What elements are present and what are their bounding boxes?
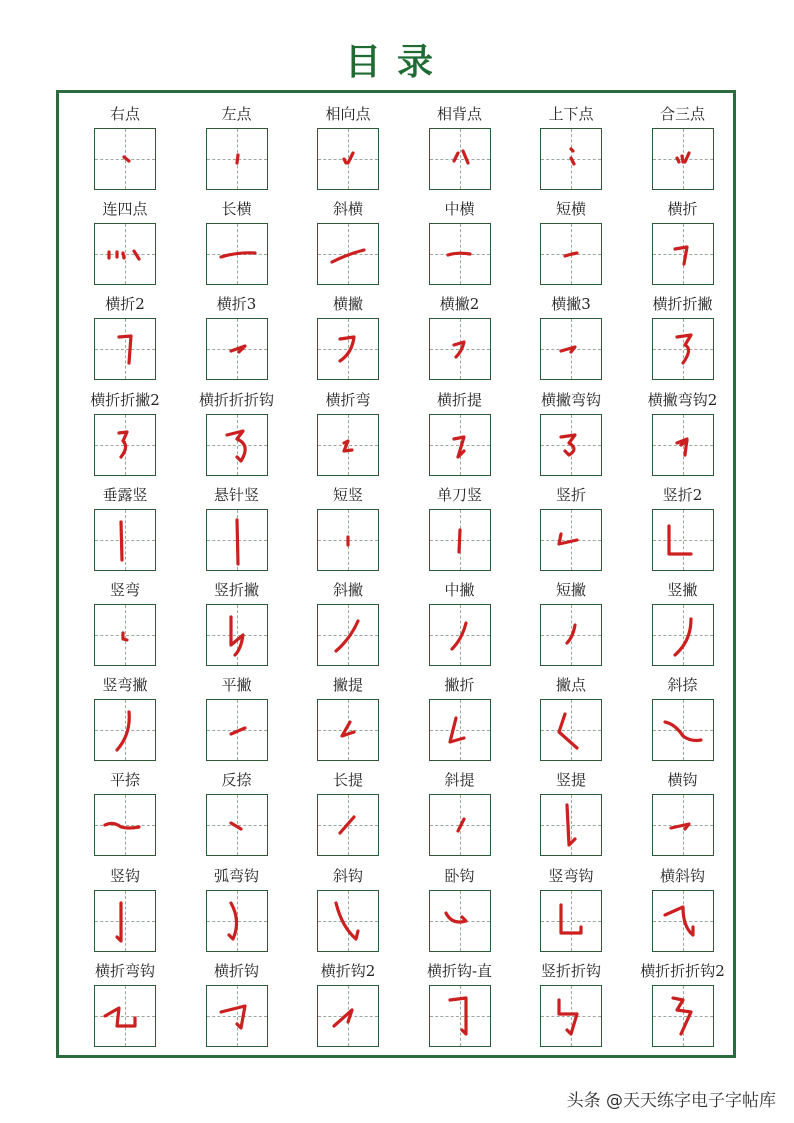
stroke-label: 横折折撇 — [652, 295, 713, 314]
stroke-cell — [181, 672, 293, 767]
brush-stroke-icon — [95, 605, 155, 665]
tian-grid-box — [429, 699, 491, 761]
brush-stroke-icon — [95, 510, 155, 570]
stroke-cell — [292, 863, 404, 958]
stroke-cell — [292, 482, 404, 577]
stroke-cell — [627, 196, 739, 291]
stroke-cell — [404, 482, 516, 577]
stroke-label: 短竖 — [332, 485, 363, 504]
stroke-cell — [69, 387, 181, 482]
tian-grid-box — [540, 890, 602, 952]
tian-grid-box — [652, 318, 714, 380]
stroke-label: 短撇 — [555, 581, 586, 599]
stroke-label: 连四点 — [102, 200, 148, 219]
tian-grid-box — [540, 794, 602, 856]
stroke-cell — [627, 958, 739, 1053]
tian-grid-box — [317, 985, 379, 1047]
tian-grid-box — [429, 414, 491, 476]
stroke-label: 右点 — [109, 105, 140, 123]
stroke-label: 横钩 — [667, 771, 698, 790]
stroke-cell — [627, 863, 739, 958]
stroke-cell — [181, 387, 293, 482]
stroke-cell — [292, 672, 404, 767]
tian-grid-box — [206, 509, 268, 571]
stroke-cell — [69, 291, 181, 386]
stroke-label: 竖折折钩 — [540, 961, 601, 980]
stroke-label: 竖提 — [555, 771, 586, 790]
stroke-cell — [627, 291, 739, 386]
stroke-label: 斜横 — [332, 200, 363, 219]
tian-grid-box — [94, 509, 156, 571]
tian-grid-box — [429, 128, 491, 190]
stroke-cell — [404, 291, 516, 386]
brush-stroke-icon — [318, 795, 378, 855]
brush-stroke-icon — [95, 415, 155, 475]
stroke-label: 竖钩 — [109, 866, 140, 885]
tian-grid-box — [94, 985, 156, 1047]
stroke-cell — [181, 577, 293, 672]
stroke-label: 弧弯钩 — [213, 866, 259, 885]
stroke-cell — [515, 101, 627, 196]
brush-stroke-icon — [541, 891, 601, 951]
brush-stroke-icon — [430, 510, 490, 570]
stroke-cell — [627, 387, 739, 482]
tian-grid-box — [429, 890, 491, 952]
brush-stroke-icon — [207, 891, 267, 951]
tian-grid-box — [94, 794, 156, 856]
tian-grid-box — [429, 604, 491, 666]
tian-grid-box — [652, 128, 714, 190]
stroke-cell — [69, 863, 181, 958]
stroke-label: 横折提 — [436, 390, 482, 409]
stroke-label: 悬针竖 — [213, 485, 259, 504]
brush-stroke-icon — [541, 319, 601, 379]
tian-grid-box — [206, 414, 268, 476]
tian-grid-box — [540, 414, 602, 476]
brush-stroke-icon — [95, 700, 155, 760]
brush-stroke-icon — [541, 605, 601, 665]
tian-grid-box — [317, 699, 379, 761]
brush-stroke-icon — [430, 605, 490, 665]
brush-stroke-icon — [207, 319, 267, 379]
tian-grid-box — [429, 509, 491, 571]
brush-stroke-icon — [653, 986, 713, 1046]
stroke-cell — [515, 387, 627, 482]
stroke-label: 相向点 — [325, 105, 371, 123]
stroke-cell — [404, 101, 516, 196]
tian-grid-box — [652, 414, 714, 476]
stroke-cell — [292, 767, 404, 862]
stroke-grid — [59, 93, 733, 1055]
tian-grid-box — [206, 128, 268, 190]
brush-stroke-icon — [318, 605, 378, 665]
stroke-cell — [627, 482, 739, 577]
stroke-cell — [404, 196, 516, 291]
tian-grid-box — [540, 985, 602, 1047]
tian-grid-box — [429, 794, 491, 856]
stroke-cell — [69, 577, 181, 672]
tian-grid-box — [206, 318, 268, 380]
brush-stroke-icon — [430, 891, 490, 951]
tian-grid-box — [429, 318, 491, 380]
brush-stroke-icon — [95, 319, 155, 379]
brush-stroke-icon — [541, 415, 601, 475]
stroke-label: 反捺 — [221, 771, 252, 790]
stroke-cell — [292, 291, 404, 386]
stroke-label: 长横 — [221, 200, 252, 219]
brush-stroke-icon — [207, 415, 267, 475]
tian-grid-box — [540, 509, 602, 571]
stroke-label: 竖折撇 — [213, 581, 259, 599]
stroke-label: 垂露竖 — [102, 485, 148, 504]
stroke-cell — [292, 387, 404, 482]
stroke-label: 竖撇 — [667, 581, 698, 599]
watermark-credit: 头条 @天天练字电子字帖库 — [566, 1091, 776, 1111]
brush-stroke-icon — [541, 129, 601, 189]
brush-stroke-icon — [541, 795, 601, 855]
tian-grid-box — [94, 890, 156, 952]
stroke-label: 长提 — [332, 771, 363, 790]
stroke-cell — [181, 291, 293, 386]
stroke-cell — [181, 101, 293, 196]
tian-grid-box — [540, 604, 602, 666]
brush-stroke-icon — [541, 510, 601, 570]
stroke-label: 横撇2 — [439, 295, 480, 314]
stroke-cell — [404, 577, 516, 672]
stroke-cell — [627, 101, 739, 196]
tian-grid-box — [94, 414, 156, 476]
stroke-cell — [515, 291, 627, 386]
stroke-label: 横折 — [667, 200, 698, 219]
brush-stroke-icon — [541, 224, 601, 284]
tian-grid-box — [317, 128, 379, 190]
tian-grid-box — [206, 985, 268, 1047]
stroke-label: 斜钩 — [332, 866, 363, 885]
stroke-cell — [515, 958, 627, 1053]
tian-grid-box — [317, 604, 379, 666]
stroke-cell — [515, 482, 627, 577]
tian-grid-box — [94, 604, 156, 666]
brush-stroke-icon — [318, 700, 378, 760]
tian-grid-box — [317, 890, 379, 952]
brush-stroke-icon — [430, 129, 490, 189]
stroke-label: 斜捺 — [667, 676, 698, 695]
tian-grid-box — [540, 699, 602, 761]
stroke-label: 短横 — [555, 200, 586, 219]
stroke-label: 竖弯撇 — [102, 676, 148, 695]
stroke-cell — [292, 196, 404, 291]
tian-grid-box — [94, 318, 156, 380]
stroke-cell — [69, 196, 181, 291]
stroke-label: 中撇 — [444, 581, 475, 599]
stroke-label: 横撇弯钩 — [540, 390, 601, 409]
brush-stroke-icon — [541, 986, 601, 1046]
stroke-cell — [181, 767, 293, 862]
brush-stroke-icon — [207, 986, 267, 1046]
stroke-cell — [181, 482, 293, 577]
stroke-cell — [181, 196, 293, 291]
stroke-cell — [69, 101, 181, 196]
stroke-cell — [515, 672, 627, 767]
stroke-cell — [627, 672, 739, 767]
brush-stroke-icon — [430, 224, 490, 284]
stroke-label: 横撇 — [332, 295, 363, 314]
brush-stroke-icon — [318, 319, 378, 379]
stroke-cell — [181, 958, 293, 1053]
stroke-label: 横折3 — [216, 295, 257, 314]
tian-grid-box — [206, 223, 268, 285]
brush-stroke-icon — [318, 415, 378, 475]
brush-stroke-icon — [653, 605, 713, 665]
brush-stroke-icon — [318, 510, 378, 570]
brush-stroke-icon — [207, 605, 267, 665]
stroke-label: 相背点 — [436, 105, 482, 123]
tian-grid-box — [206, 794, 268, 856]
brush-stroke-icon — [653, 224, 713, 284]
stroke-label: 中横 — [444, 200, 475, 219]
brush-stroke-icon — [653, 700, 713, 760]
brush-stroke-icon — [430, 795, 490, 855]
stroke-cell — [404, 387, 516, 482]
brush-stroke-icon — [207, 224, 267, 284]
stroke-cell — [292, 958, 404, 1053]
brush-stroke-icon — [653, 129, 713, 189]
tian-grid-box — [94, 128, 156, 190]
brush-stroke-icon — [207, 795, 267, 855]
stroke-label: 横折2 — [105, 295, 145, 314]
brush-stroke-icon — [318, 986, 378, 1046]
stroke-label: 横折钩-直 — [426, 961, 493, 980]
brush-stroke-icon — [430, 415, 490, 475]
stroke-cell — [292, 101, 404, 196]
brush-stroke-icon — [95, 224, 155, 284]
stroke-cell — [69, 672, 181, 767]
brush-stroke-icon — [95, 795, 155, 855]
stroke-label: 横折折折钩 — [198, 390, 274, 409]
tian-grid-box — [317, 414, 379, 476]
stroke-cell — [515, 577, 627, 672]
brush-stroke-icon — [207, 129, 267, 189]
stroke-label: 横斜钩 — [659, 866, 705, 885]
brush-stroke-icon — [318, 224, 378, 284]
stroke-label: 合三点 — [659, 105, 705, 123]
brush-stroke-icon — [653, 415, 713, 475]
stroke-label: 横折折折钩2 — [640, 961, 725, 980]
tian-grid-box — [317, 509, 379, 571]
brush-stroke-icon — [653, 510, 713, 570]
brush-stroke-icon — [653, 795, 713, 855]
stroke-cell — [292, 577, 404, 672]
stroke-cell — [404, 672, 516, 767]
stroke-label: 撇点 — [555, 676, 586, 695]
tian-grid-box — [652, 890, 714, 952]
brush-stroke-icon — [430, 986, 490, 1046]
stroke-label: 平撇 — [221, 676, 252, 695]
tian-grid-box — [429, 223, 491, 285]
stroke-label: 斜撇 — [332, 581, 363, 599]
stroke-cell — [515, 767, 627, 862]
tian-grid-box — [540, 128, 602, 190]
tian-grid-box — [540, 223, 602, 285]
stroke-label: 单刀竖 — [436, 485, 482, 504]
tian-grid-box — [317, 223, 379, 285]
tian-grid-box — [429, 985, 491, 1047]
tian-grid-box — [206, 699, 268, 761]
stroke-label: 横折弯钩 — [94, 961, 155, 980]
stroke-label: 撇折 — [444, 676, 475, 695]
brush-stroke-icon — [653, 891, 713, 951]
brush-stroke-icon — [95, 986, 155, 1046]
stroke-label: 竖弯钩 — [548, 866, 594, 885]
brush-stroke-icon — [430, 319, 490, 379]
stroke-label: 撇提 — [332, 676, 363, 695]
stroke-label: 横折钩2 — [320, 961, 376, 980]
stroke-label: 斜提 — [444, 771, 475, 790]
tian-grid-box — [94, 223, 156, 285]
tian-grid-box — [206, 604, 268, 666]
stroke-cell — [515, 863, 627, 958]
stroke-label: 横折弯 — [325, 390, 371, 409]
page-title: 目录 — [344, 42, 449, 83]
stroke-cell — [181, 863, 293, 958]
stroke-cell — [627, 767, 739, 862]
stroke-label: 横折钩 — [213, 961, 259, 980]
stroke-label: 上下点 — [548, 105, 594, 123]
brush-stroke-icon — [653, 319, 713, 379]
stroke-cell — [515, 196, 627, 291]
stroke-label: 横折折撇2 — [90, 390, 160, 409]
stroke-cell — [69, 482, 181, 577]
tian-grid-box — [94, 699, 156, 761]
brush-stroke-icon — [95, 129, 155, 189]
stroke-label: 卧钩 — [444, 866, 475, 885]
stroke-label: 横撇弯钩2 — [647, 390, 718, 409]
stroke-label: 左点 — [221, 105, 252, 123]
stroke-cell — [404, 863, 516, 958]
stroke-label: 竖弯 — [109, 581, 140, 599]
stroke-cell — [404, 958, 516, 1053]
stroke-cell — [404, 767, 516, 862]
brush-stroke-icon — [318, 129, 378, 189]
tian-grid-box — [652, 985, 714, 1047]
tian-grid-box — [540, 318, 602, 380]
stroke-table-frame — [56, 90, 736, 1058]
stroke-label: 横撇3 — [551, 295, 591, 314]
tian-grid-box — [652, 794, 714, 856]
stroke-label: 竖折 — [555, 485, 586, 504]
stroke-label: 竖折2 — [662, 485, 703, 504]
tian-grid-box — [206, 890, 268, 952]
brush-stroke-icon — [318, 891, 378, 951]
tian-grid-box — [652, 223, 714, 285]
stroke-label: 平捺 — [109, 771, 140, 790]
tian-grid-box — [317, 794, 379, 856]
stroke-cell — [69, 767, 181, 862]
tian-grid-box — [652, 604, 714, 666]
tian-grid-box — [652, 509, 714, 571]
brush-stroke-icon — [207, 510, 267, 570]
brush-stroke-icon — [430, 700, 490, 760]
stroke-cell — [627, 577, 739, 672]
stroke-cell — [69, 958, 181, 1053]
brush-stroke-icon — [207, 700, 267, 760]
brush-stroke-icon — [541, 700, 601, 760]
tian-grid-box — [652, 699, 714, 761]
brush-stroke-icon — [95, 891, 155, 951]
tian-grid-box — [317, 318, 379, 380]
